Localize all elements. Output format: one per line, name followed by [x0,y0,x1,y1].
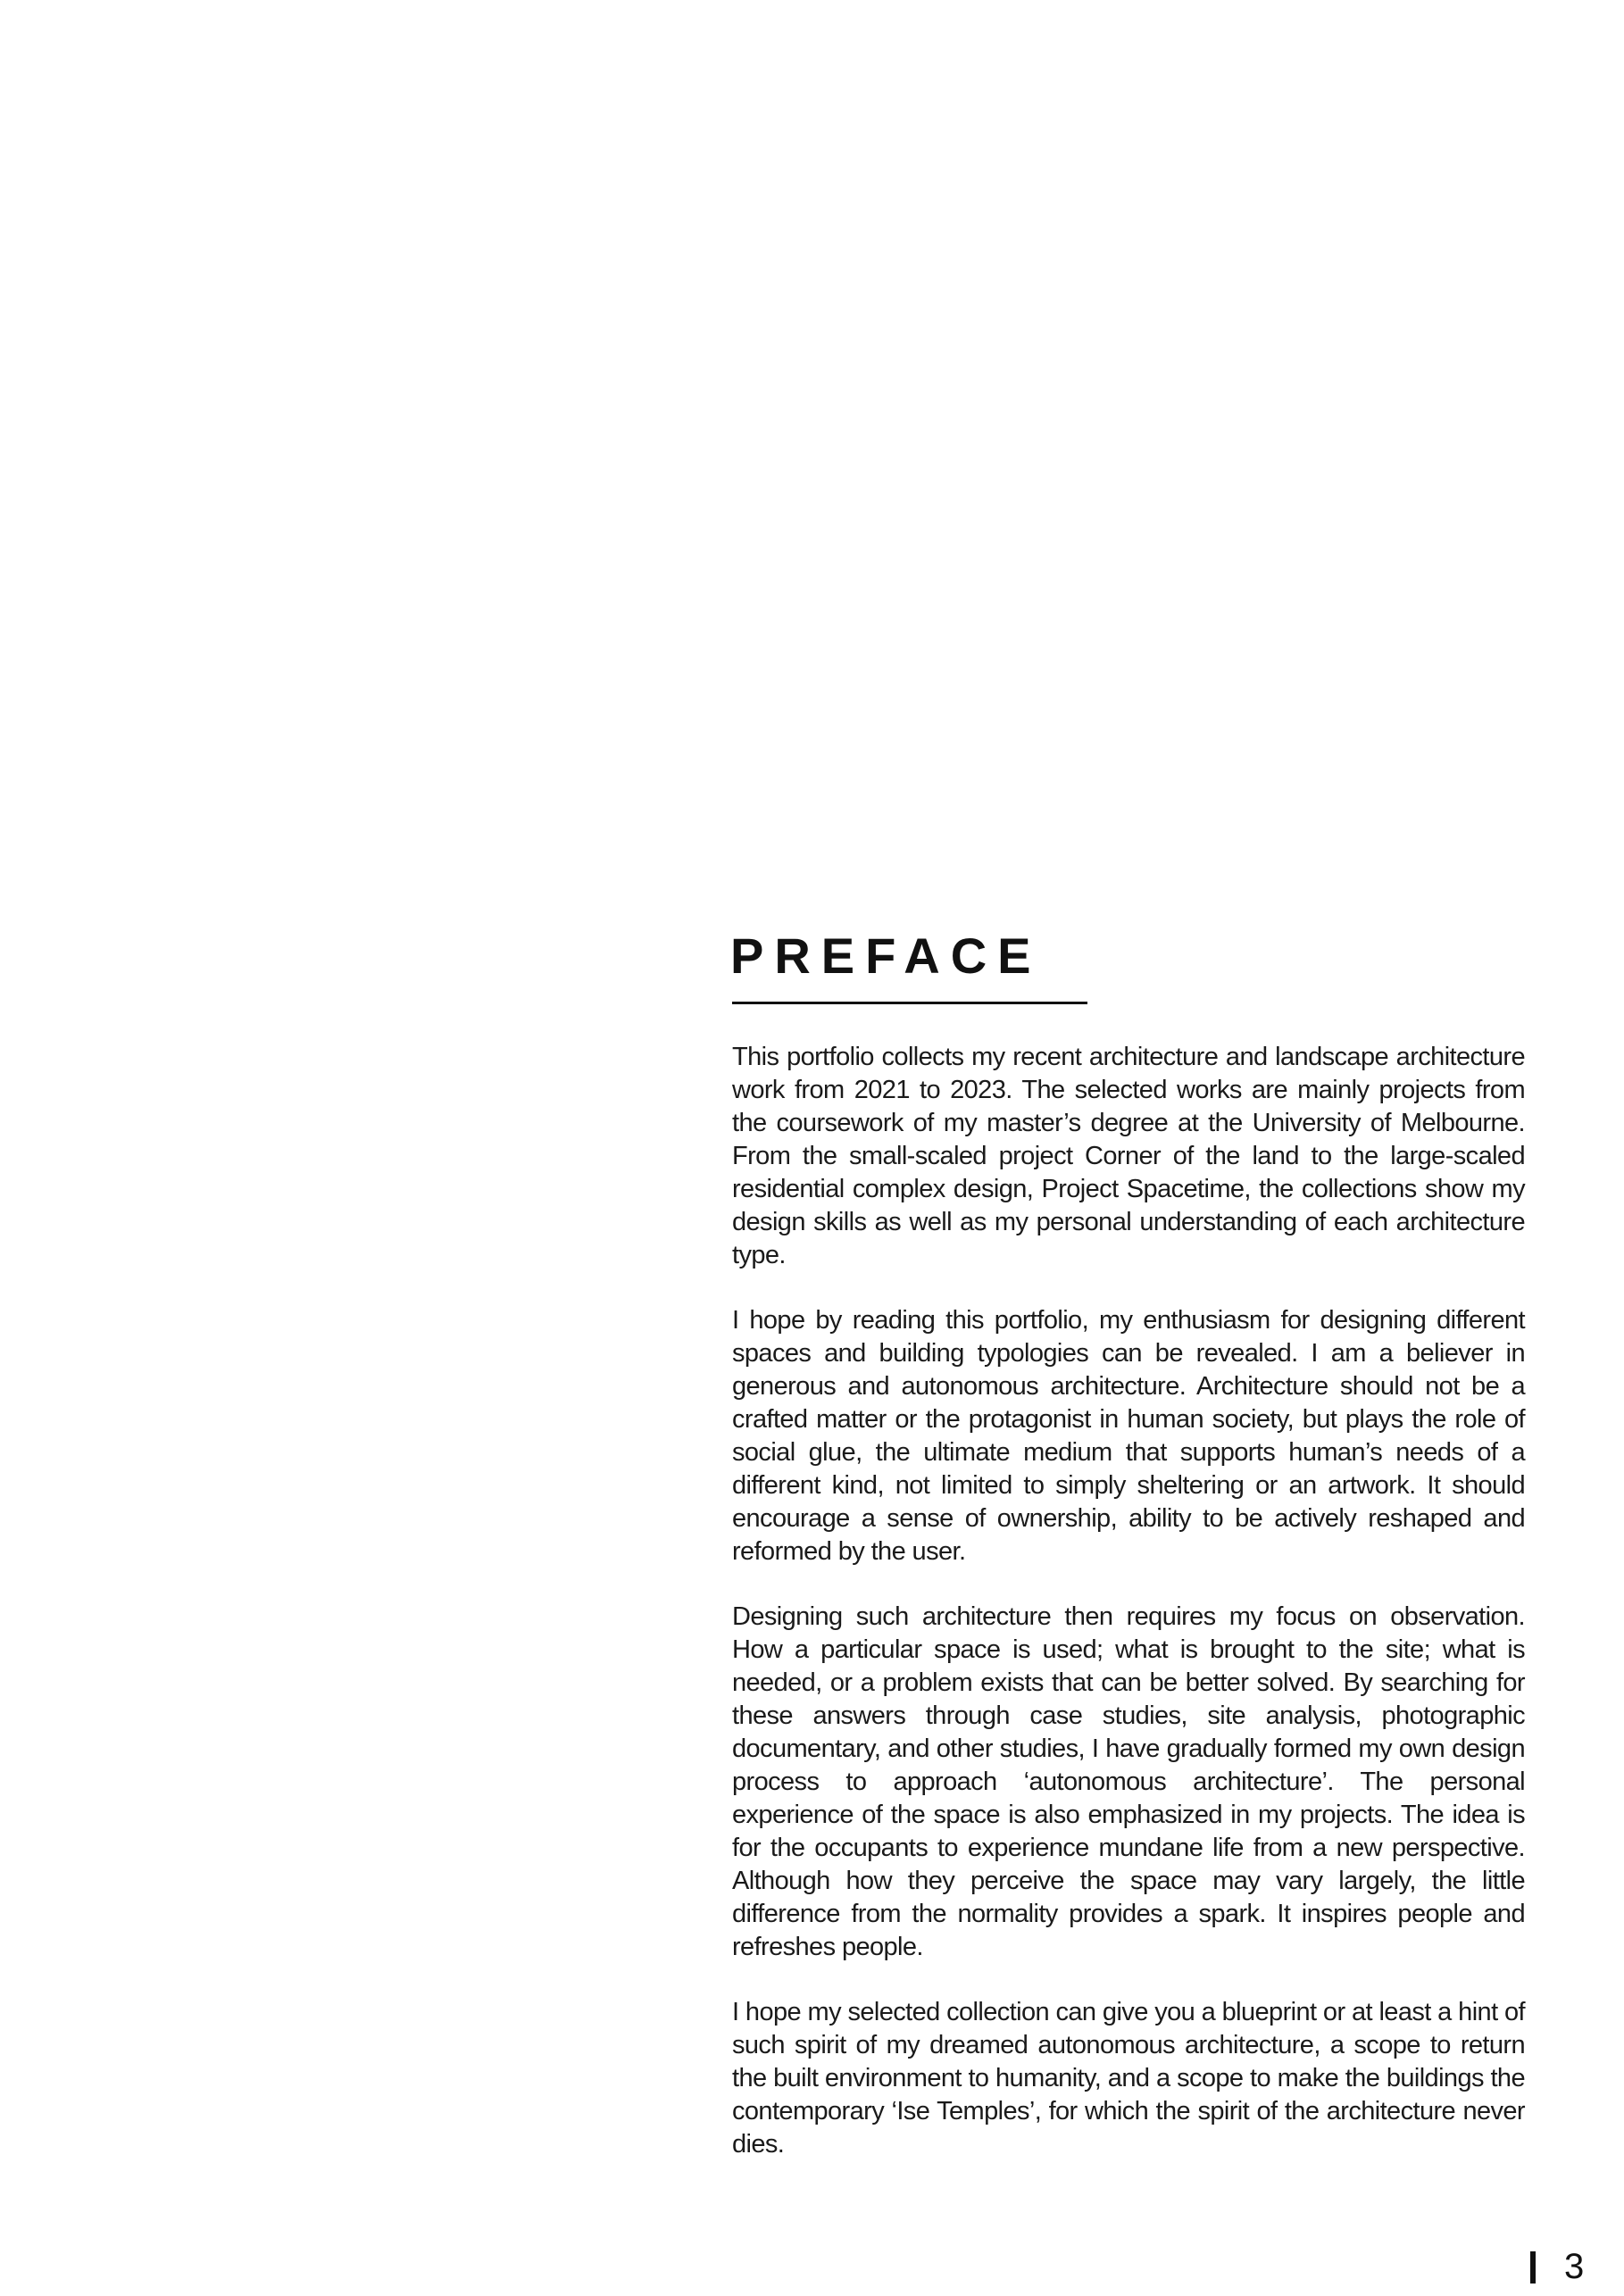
paragraph: I hope my selected collection can give you a blueprint or at least a hint of such spirit of my dreamed autonomous architecture, a scope to return the built environment to humanity, and a scope to make the buildings the contemporary ‘Ise Temples’, for which the spirit of the architecture never dies. [732,1998,1525,2159]
paragraph: I hope by reading this portfolio, my enthusiasm for designing different spaces and building typologies can be revealed. I am a believer in generous and autonomous architecture. Architecture should not be a crafted matter or the protagonist in human society, but plays the role of social glue, the ultimate medium that supports human’s needs of a different kind, not limited to simply sheltering or an artwork. It should encourage a sense of ownership, ability to be actively reshaped and reformed by the user. [732,1306,1525,1566]
page-marker-bar [1530,2251,1536,2284]
paragraph: This portfolio collects my recent architecture and landscape architecture work from 2021 to 2023. The selected works are mainly projects from the coursework of my master’s degree at the University of Melbourne. From the small-scaled project Corner of the land to the large-scaled residential complex design, Project Spacetime, the collections show my design skills as well as my personal understanding of each architecture type. [732,1043,1525,1269]
title-underline [732,1002,1087,1004]
paragraph: Designing such architecture then requires my focus on observation. How a particular space is used; what is brought to the site; what is needed, or a problem exists that can be better solved. By searching for these answers through case studies, site analysis, photographic documentary, and other studies, I have gradually formed my own design process to approach ‘autonomous architecture’. The personal experience of the space is also emphasized in my projects. The idea is for the occupants to experience mundane life from a new perspective. Although how they perceive the space may vary largely, the little difference from the normality provides a spark. It inspires people and refreshes people. [732,1602,1525,1961]
preface-body [732,1041,1525,2193]
page-title: PREFACE [730,928,1042,984]
page-number: 3 [1564,2247,1585,2286]
